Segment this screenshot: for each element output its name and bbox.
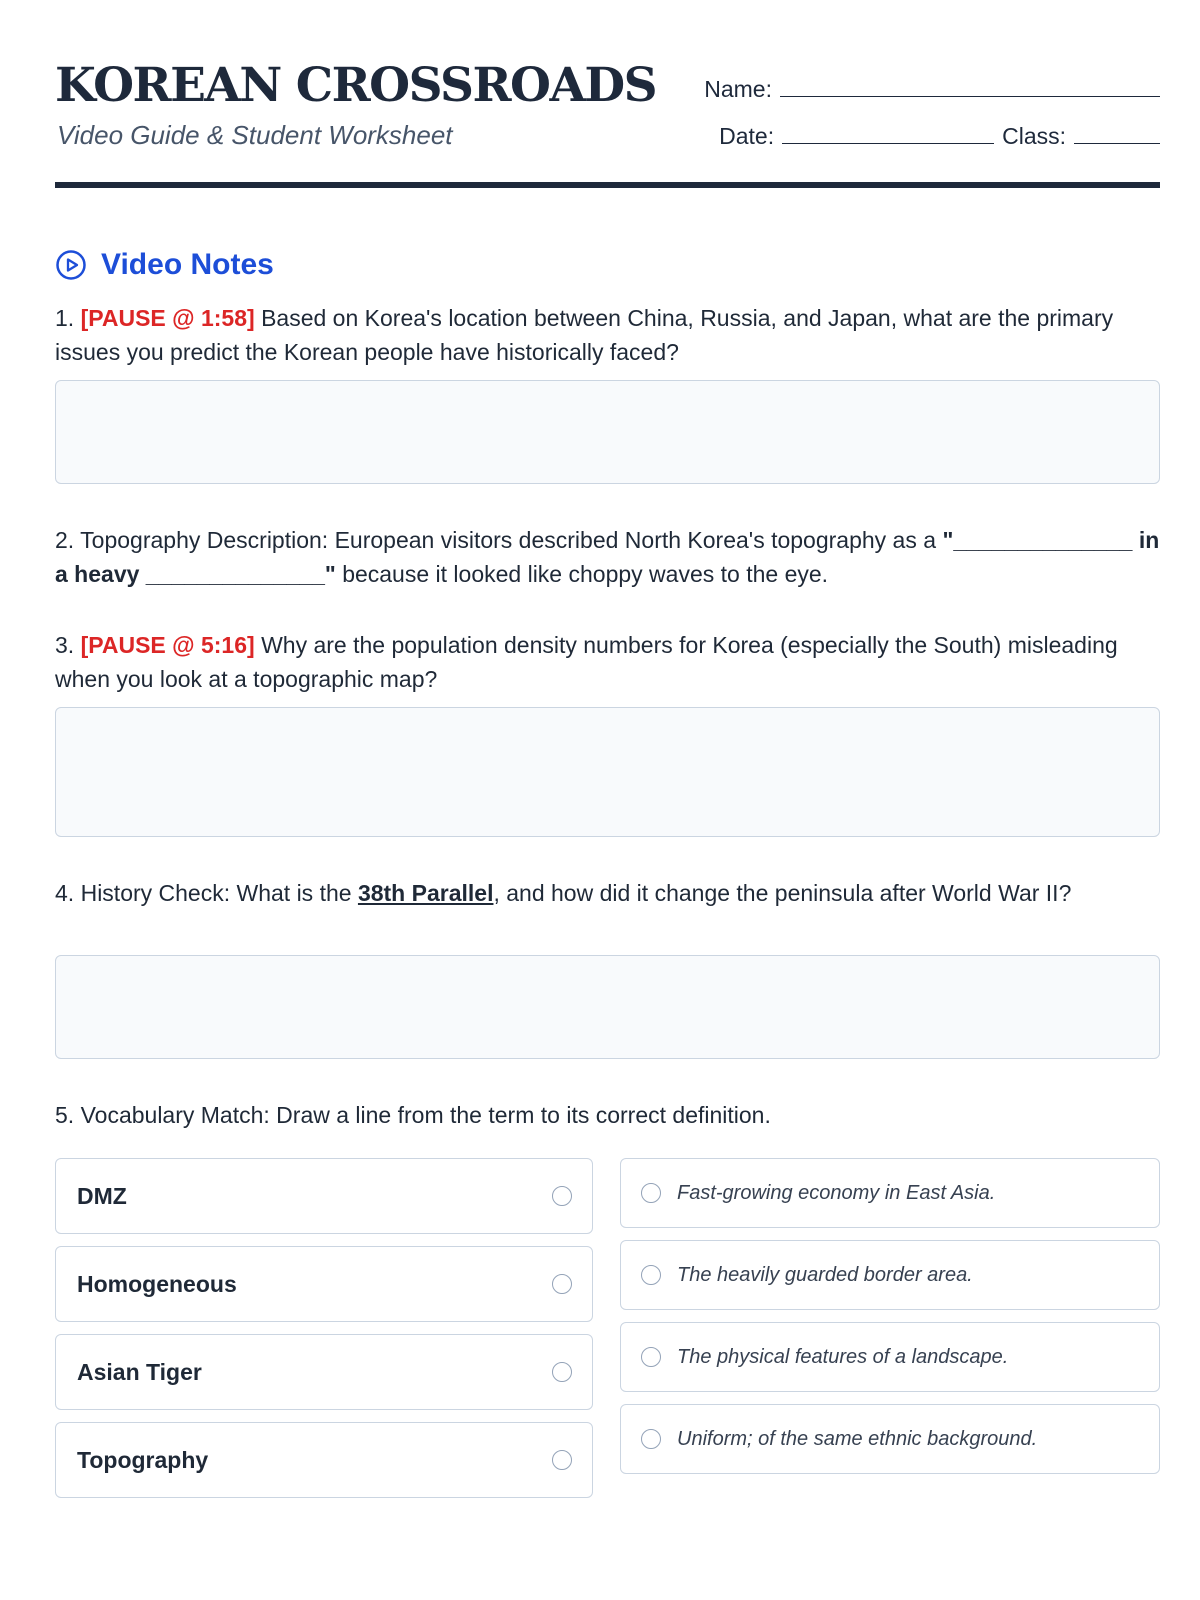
worksheet-subtitle: Video Guide & Student Worksheet xyxy=(57,120,453,150)
question-3 xyxy=(55,628,1160,696)
fill-blank-2[interactable]: ______________" xyxy=(145,561,336,587)
question-text-end: because it looked like choppy waves to the eye. xyxy=(342,561,829,587)
radio-circle-icon[interactable] xyxy=(552,1186,572,1206)
question-1 xyxy=(55,301,1160,369)
answer-box-4[interactable] xyxy=(55,955,1160,1059)
match-definition-2[interactable] xyxy=(620,1240,1160,1310)
answer-box-1[interactable] xyxy=(55,380,1160,484)
question-5 xyxy=(55,1098,1160,1132)
date-label: Date: xyxy=(719,123,775,149)
match-term-homogeneous[interactable] xyxy=(55,1246,593,1322)
worksheet-title: KOREAN CROSSROADS xyxy=(55,58,657,113)
match-term-dmz[interactable] xyxy=(55,1158,593,1234)
pause-marker: [PAUSE @ 5:16] xyxy=(80,632,255,658)
class-field[interactable] xyxy=(1074,124,1160,144)
question-text: Why are the population density numbers for Korea (especially the South) misleading when you look at a topographic map? xyxy=(55,632,1118,692)
radio-circle-icon[interactable] xyxy=(641,1429,661,1449)
match-definition-1[interactable] xyxy=(620,1158,1160,1228)
section-heading xyxy=(55,248,274,282)
date-class-row xyxy=(704,123,1160,170)
radio-circle-icon[interactable] xyxy=(552,1450,572,1470)
term-label: Homogeneous xyxy=(77,1270,237,1297)
radio-circle-icon[interactable] xyxy=(552,1362,572,1382)
match-definition-3[interactable] xyxy=(620,1322,1160,1392)
match-definition-4[interactable] xyxy=(620,1404,1160,1474)
question-number: 5. xyxy=(55,1102,75,1128)
radio-circle-icon[interactable] xyxy=(641,1347,661,1367)
question-number: 3. xyxy=(55,632,75,658)
key-term-38th-parallel: 38th Parallel xyxy=(357,880,494,906)
pause-marker: [PAUSE @ 1:58] xyxy=(80,305,255,331)
definition-label: Fast-growing economy in East Asia. xyxy=(677,1181,996,1204)
question-text: Based on Korea's location between China, Russia, and Japan, what are the primary issues you predict the Korean people have historically faced? xyxy=(55,305,1114,365)
question-2 xyxy=(55,523,1160,591)
term-label: Asian Tiger xyxy=(77,1358,202,1385)
header-divider xyxy=(55,182,1160,188)
name-label: Name: xyxy=(704,76,772,102)
student-info-fields xyxy=(704,76,1160,170)
definition-label: The heavily guarded border area. xyxy=(677,1263,973,1286)
fill-blank-connector: in a heavy xyxy=(55,527,1160,587)
name-field[interactable] xyxy=(780,77,1160,97)
question-text: History Check: What is the xyxy=(80,880,352,906)
date-field[interactable] xyxy=(782,124,994,144)
question-text: Topography Description: European visitors described North Korea's topography as a xyxy=(80,527,937,553)
term-label: DMZ xyxy=(77,1182,127,1209)
answer-box-3[interactable] xyxy=(55,707,1160,837)
worksheet-header xyxy=(55,58,1160,188)
fill-blank-1[interactable]: "______________ xyxy=(942,527,1133,553)
section-title: Video Notes xyxy=(101,248,274,281)
class-label: Class: xyxy=(1002,123,1066,149)
match-term-topography[interactable] xyxy=(55,1422,593,1498)
match-term-asian-tiger[interactable] xyxy=(55,1334,593,1410)
definition-label: Uniform; of the same ethnic background. xyxy=(677,1427,1038,1450)
question-number: 4. xyxy=(55,880,75,906)
radio-circle-icon[interactable] xyxy=(641,1183,661,1203)
definition-label: The physical features of a landscape. xyxy=(677,1345,1009,1368)
term-label: Topography xyxy=(77,1446,209,1473)
radio-circle-icon[interactable] xyxy=(641,1265,661,1285)
play-circle-icon xyxy=(55,249,87,281)
question-4 xyxy=(55,876,1160,910)
radio-circle-icon[interactable] xyxy=(552,1274,572,1294)
question-text: Vocabulary Match: Draw a line from the term to its correct definition. xyxy=(80,1102,771,1128)
question-number: 2. xyxy=(55,527,75,553)
name-row xyxy=(704,76,1160,123)
question-number: 1. xyxy=(55,305,75,331)
question-text-end: , and how did it change the peninsula after World War II? xyxy=(493,880,1072,906)
